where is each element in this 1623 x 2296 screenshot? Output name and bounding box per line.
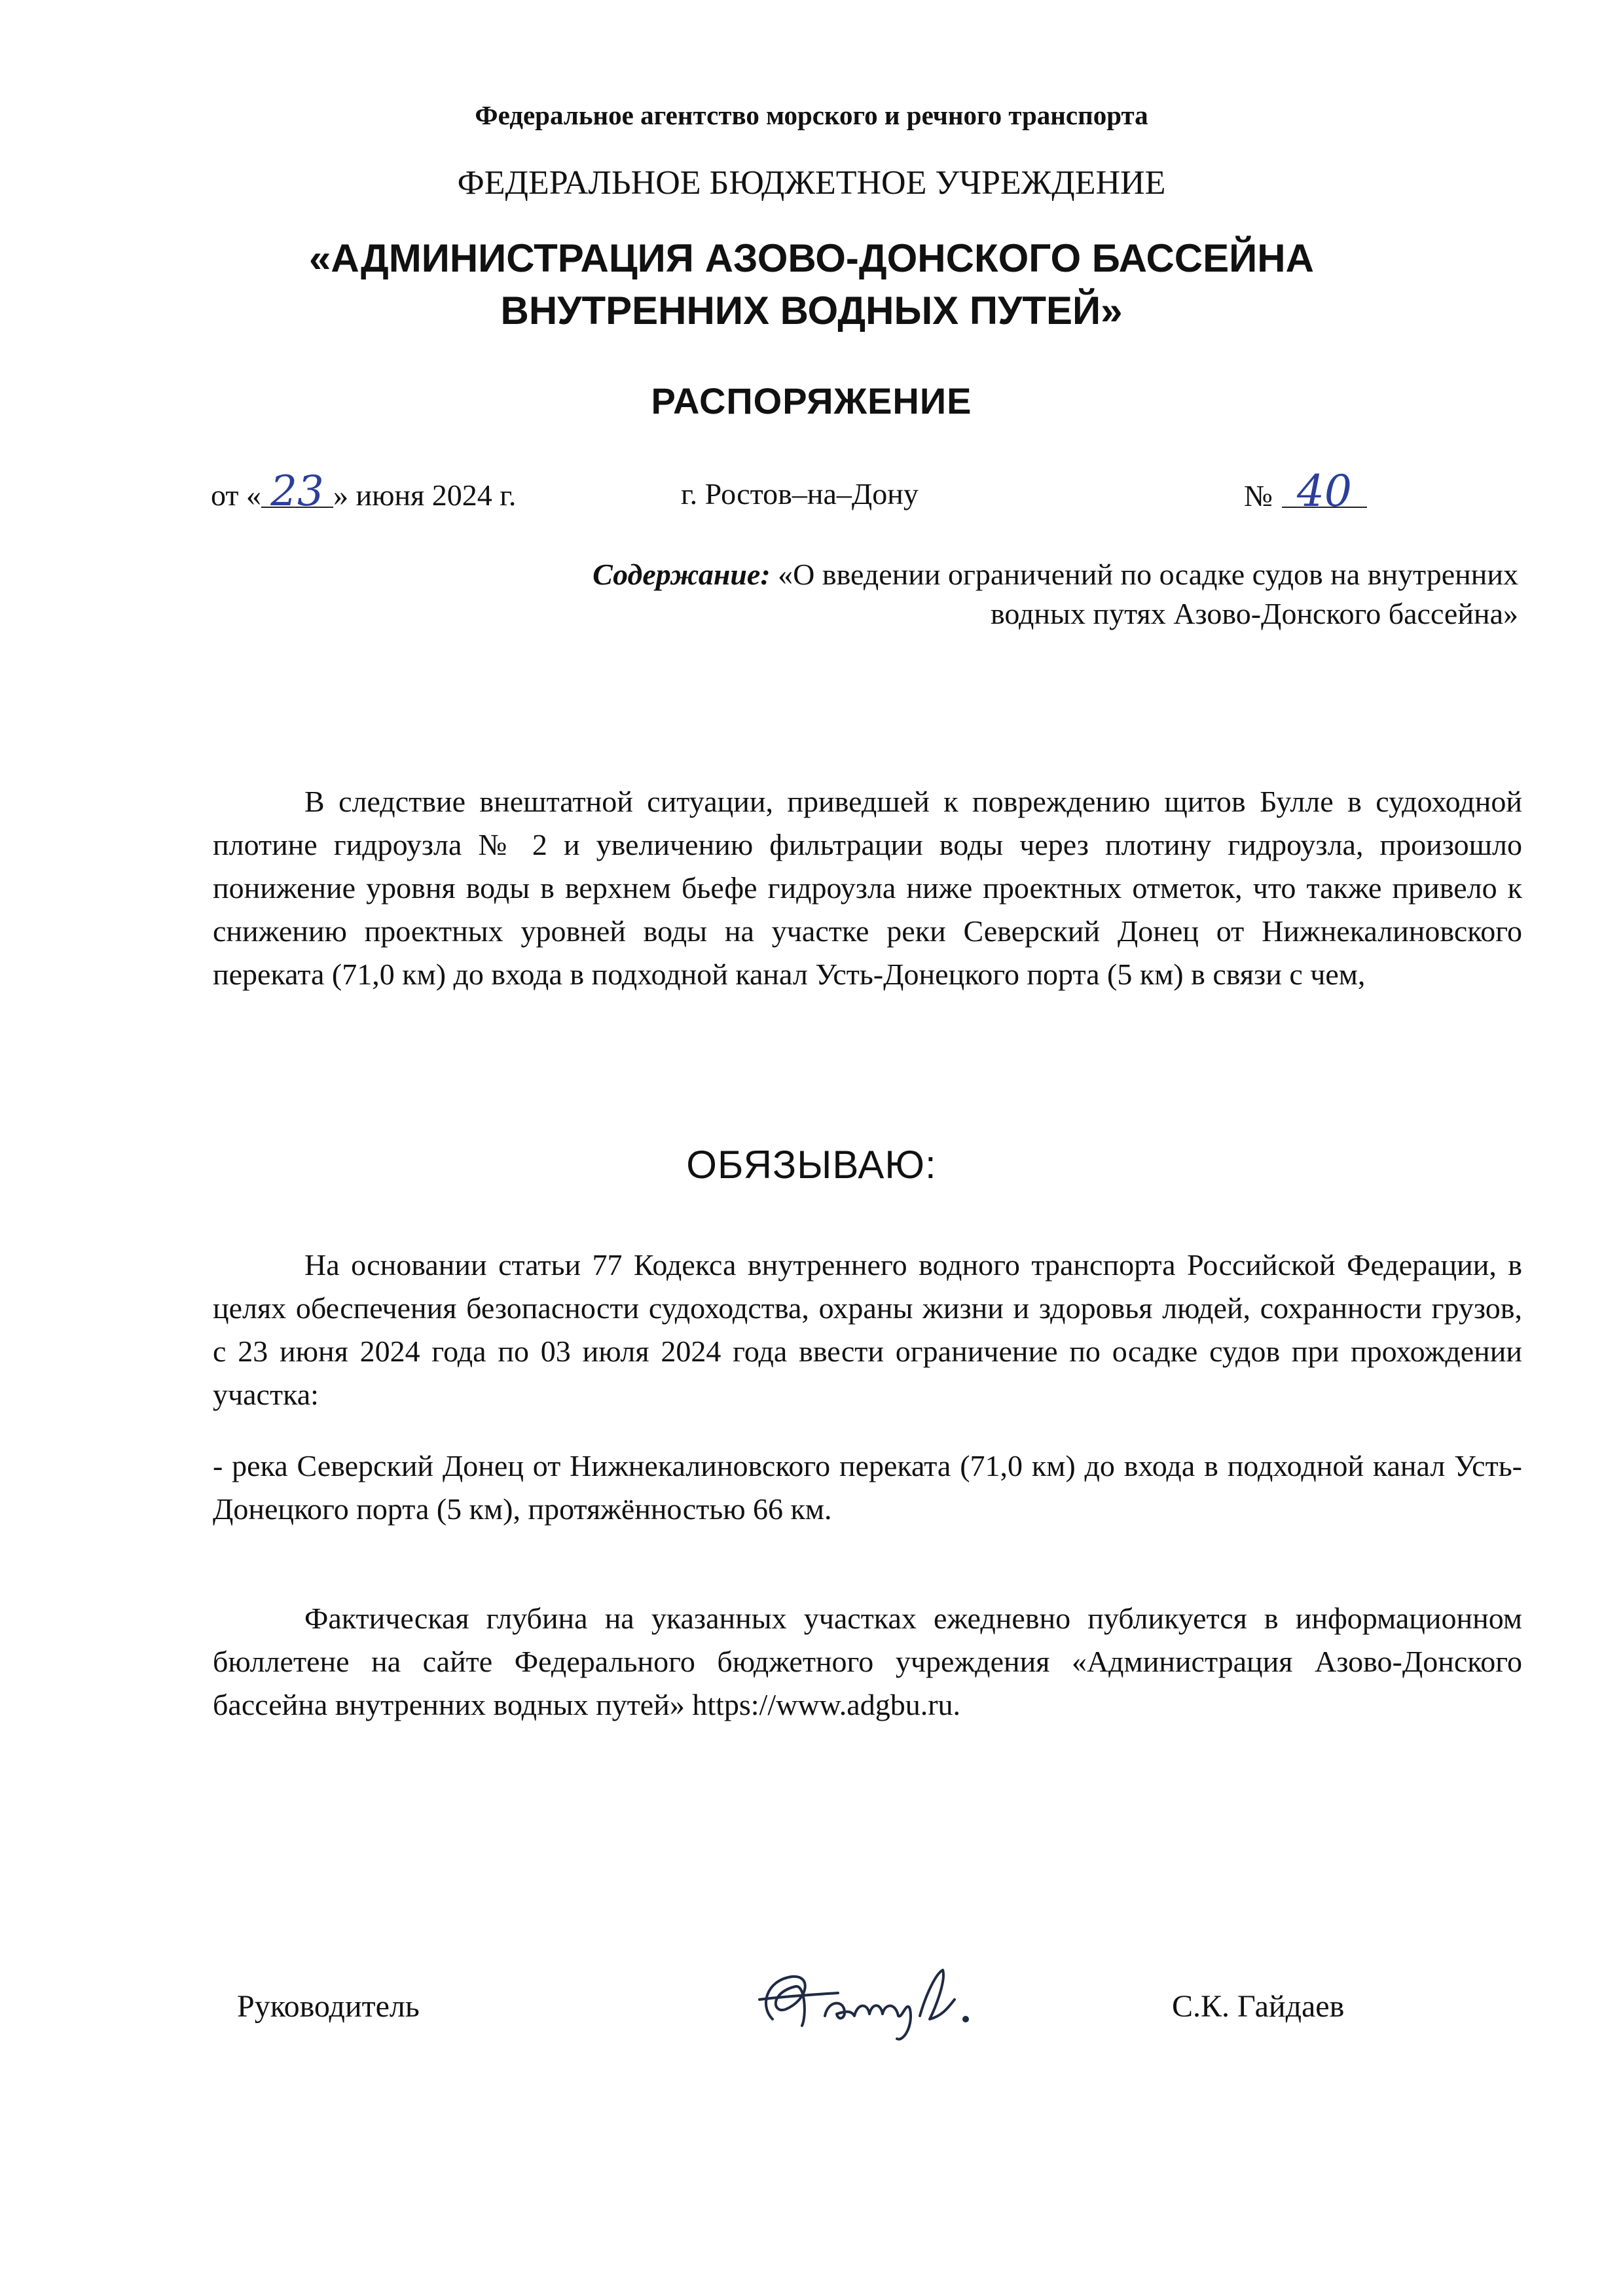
signatory-name: С.К. Гайдаев [1172, 1989, 1345, 2024]
agency-name: Федеральное агентство морского и речного транспорта [475, 100, 1148, 130]
handwritten-signature [746, 1954, 995, 2045]
date-day-handwritten: 23 [261, 476, 333, 508]
institution-name-line1: «АДМИНИСТРАЦИЯ АЗОВО-ДОНСКОГО БАССЕЙНА [309, 236, 1314, 280]
subject-line1: «О введении ограничений по осадке судов на внутренних [778, 558, 1518, 591]
document-number [1244, 466, 1367, 516]
number-label: № [1244, 479, 1273, 512]
date-suffix: » июня 2024 г. [333, 478, 517, 512]
signatory-title: Руководитель [237, 1989, 420, 2024]
number-value-handwritten: 40 [1282, 476, 1367, 508]
subject-line2: водных путях Азово-Донского бассейна» [990, 597, 1518, 630]
obligate-heading: ОБЯЗЫВАЮ: [686, 1143, 937, 1187]
body-paragraph-3: Фактическая глубина на указанных участках ежедневно публикуется в информационном бюллетене на сайте Федерального бюджетного учреждения «Администрация Азово-Донского бассейна внутренних водных путей» https://www.adgbu.ru. [213, 1602, 1522, 1721]
document-date [211, 467, 517, 516]
institution-type: ФЕДЕРАЛЬНОЕ БЮДЖЕТНОЕ УЧРЕЖДЕНИЕ [457, 164, 1166, 202]
date-prefix: от « [211, 478, 261, 512]
body-paragraph-2: На основании статьи 77 Кодекса внутреннего водного транспорта Российской Федерации, в целях обеспечения безопасности судоходства, охраны жизни и здоровья людей, сохранности грузов, с 23 июня 2024 года по 03 июля 2024 года ввести ограничение по осадке судов при прохождении участка: [213, 1248, 1522, 1411]
institution-name-line2: ВНУТРЕННИХ ВОДНЫХ ПУТЕЙ» [500, 289, 1123, 332]
institution-name [0, 232, 1623, 337]
document-type: РАСПОРЯЖЕНИЕ [651, 380, 972, 422]
document-city: г. Ростов–на–Дону [681, 477, 919, 511]
body-bullet-item: - река Северский Донец от Нижнекалиновского переката (71,0 км) до входа в подходной канал Усть-Донецкого порта (5 км), протяжённостью 66 км. [213, 1449, 1522, 1526]
body-paragraph-1: В следствие внештатной ситуации, приведшей к повреждению щитов Булле в судоходной плотине гидроузла № 2 и увеличению фильтрации воды через плотину гидроузла, произошло понижение уровня воды в верхнем бьефе гидроузла ниже проектных отметок, что также привело к снижению проектных уровней воды на участке реки Северский Донец от Нижнекалиновского переката (71,0 км) до входа в подходной канал Усть-Донецкого порта (5 км) в связи с чем, [213, 785, 1522, 991]
subject-label: Содержание: [593, 558, 771, 591]
document-subject [353, 555, 1518, 634]
